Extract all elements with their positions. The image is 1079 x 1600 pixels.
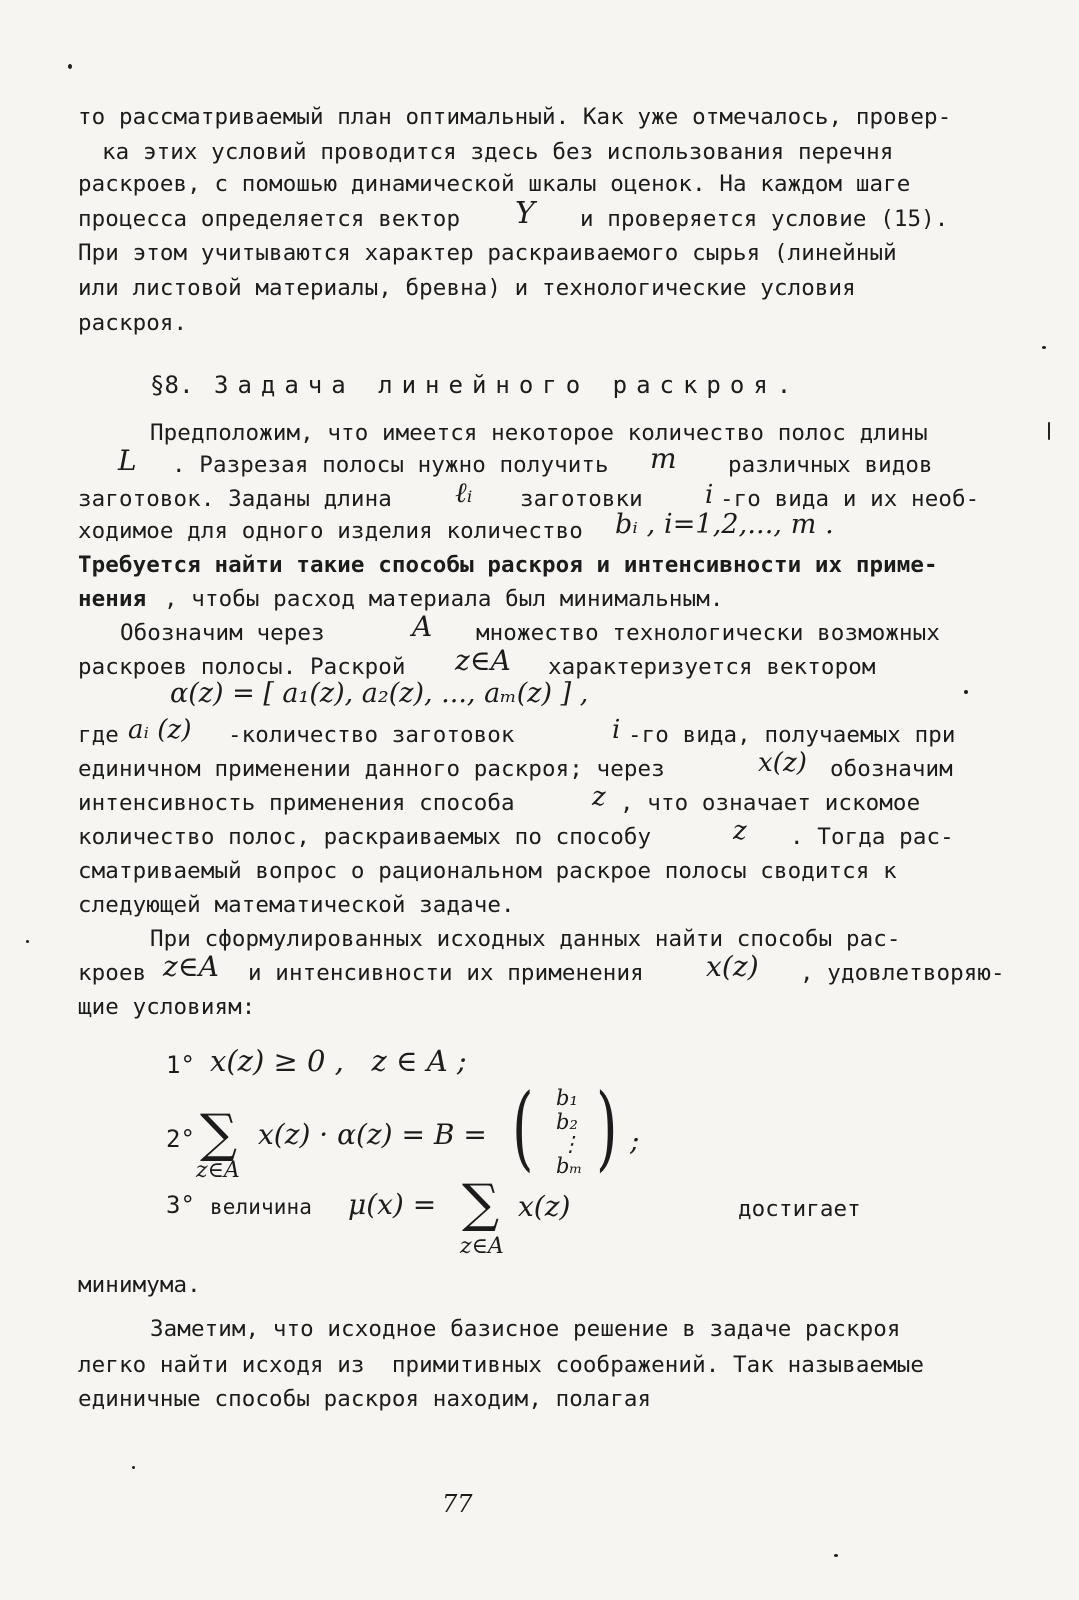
bold-text: Требуется найти такие способы раскроя и интенсивности их приме- <box>78 552 938 578</box>
text-line: количество полос, раскраиваемых по способу <box>78 824 652 850</box>
text-line: При сформулированных исходных данных найти способы рас- <box>150 926 901 952</box>
text-line: ходимое для одного изделия количество <box>78 518 583 544</box>
scan-speck <box>26 940 29 943</box>
math-symbol: A <box>412 610 433 643</box>
condition-mark: 3° <box>166 1191 196 1219</box>
condition-3-word: величина <box>210 1195 312 1219</box>
scan-speck <box>68 64 72 69</box>
text-line: характеризуется вектором <box>548 654 876 680</box>
condition-3-formula: μ(x) = <box>348 1188 437 1221</box>
text-line: и проверяется условие (15). <box>580 206 949 232</box>
text-line: или листовой материалы, бревна) и технологические условия <box>78 275 856 301</box>
math-symbol: z <box>733 816 747 846</box>
text-line: Обозначим через <box>120 620 325 646</box>
sigma-symbol: ∑ <box>200 1104 238 1164</box>
vector-entry: bₘ <box>556 1154 583 1178</box>
text-line: щие условиям: <box>78 994 256 1020</box>
math-symbol: aᵢ (z) <box>128 715 192 745</box>
condition-3-rhs: x(z) <box>518 1190 571 1223</box>
scan-speck <box>1042 346 1046 349</box>
text-line: -го вида, получаемых при <box>628 722 956 748</box>
math-symbol: i <box>612 715 621 745</box>
scan-speck <box>1048 422 1050 440</box>
text-line: различных видов <box>728 452 933 478</box>
vector-right-paren: ) <box>596 1074 618 1181</box>
condition-2-formula: x(z) · α(z) = B = <box>258 1118 487 1151</box>
text-line: раскроя. <box>78 310 188 336</box>
section-number: §8. <box>150 371 194 399</box>
math-symbol: z∈A <box>163 950 219 983</box>
math-symbol: m <box>650 442 677 475</box>
condition-3-tail: достигает <box>738 1196 861 1222</box>
text-line: минимума. <box>78 1272 201 1298</box>
math-symbol: L <box>118 444 137 477</box>
math-symbol: z <box>592 782 606 812</box>
math-symbol: bᵢ , i=1,2,..., m . <box>615 509 834 540</box>
math-symbol: ℓᵢ <box>455 476 473 509</box>
text-line: раскроев, с помошью динамической шкалы оценок. На каждом шаге <box>78 171 911 197</box>
text-line: -го вида и их необ- <box>720 486 980 512</box>
sigma-symbol: ∑ <box>462 1174 500 1234</box>
page-number: 77 <box>442 1490 473 1518</box>
section-title: Задача линейного раскроя. <box>214 371 801 399</box>
vector-entry: b₂ <box>556 1110 578 1134</box>
vector-symbol: Y <box>515 196 535 231</box>
text-line: -количество заготовок <box>228 722 515 748</box>
text-line: процесса определяется вектор <box>78 206 461 232</box>
scan-speck <box>132 1466 135 1469</box>
vector-entry: ⋮ <box>560 1132 581 1156</box>
vector-entry: b₁ <box>556 1086 578 1110</box>
condition-1-formula: x(z) ≥ 0 , z ∈ A ; <box>210 1044 467 1078</box>
scan-speck <box>964 690 968 694</box>
math-symbol: x(z) <box>706 950 759 983</box>
text-line: Заметим, что исходное базисное решение в задаче раскроя <box>150 1316 901 1342</box>
condition-mark: 2° <box>166 1125 196 1153</box>
text-line: следующей математической задаче. <box>78 892 515 918</box>
text-line: ка этих условий проводится здесь без использования перечня <box>102 139 894 165</box>
text-line: интенсивность применения способа <box>78 790 515 816</box>
text-line: где <box>78 722 119 748</box>
bold-text: нения <box>78 586 147 612</box>
math-symbol: z∈A <box>455 644 511 677</box>
scan-speck <box>834 1554 838 1557</box>
text-line: , что означает искомое <box>620 790 921 816</box>
text-line: множество технологически возможных <box>476 620 940 646</box>
text-line: заготовок. Заданы длина <box>78 486 392 512</box>
text-line: При этом учитываются характер раскраиваемого сырья (линейный <box>78 240 897 266</box>
sum-subscript: z∈A <box>460 1234 504 1259</box>
text-line: Предположим, что имеется некоторое количество полос длины <box>150 420 928 446</box>
text-line: сматриваемый вопрос о рациональном раскрое полосы сводится к <box>78 858 897 884</box>
math-symbol: x(z) <box>758 748 808 778</box>
condition-mark: 1° <box>166 1051 196 1079</box>
text-line: единичные способы раскроя находим, полагая <box>78 1386 652 1412</box>
text-line: обозначим <box>830 756 953 782</box>
text-line: раскроев полосы. Раскрой <box>78 654 406 680</box>
text-line: и интенсивности их применения <box>248 960 644 986</box>
text-line: легко найти исходя из примитивных соображений. Так называемые <box>78 1352 925 1378</box>
condition-2-end: ; <box>630 1124 640 1157</box>
sum-subscript: z∈A <box>196 1158 240 1183</box>
text-line: то рассматриваемый план оптимальный. Как уже отмечалось, провер- <box>78 104 952 130</box>
text-line: . Разрезая полосы нужно получить <box>172 452 609 478</box>
text-line: кроев <box>78 960 147 986</box>
vector-left-paren: ( <box>512 1074 534 1181</box>
text-line: , чтобы расход материала был минимальным. <box>164 586 724 612</box>
text-line: , удовлетворяю- <box>800 960 1005 986</box>
text-line: единичном применении данного раскроя; через <box>78 756 665 782</box>
math-symbol: i <box>705 480 714 510</box>
text-line: . Тогда рас- <box>790 824 954 850</box>
text-line: заготовки <box>520 486 643 512</box>
alpha-formula: α(z) = [ a₁(z), a₂(z), ..., aₘ(z) ] , <box>170 678 589 709</box>
